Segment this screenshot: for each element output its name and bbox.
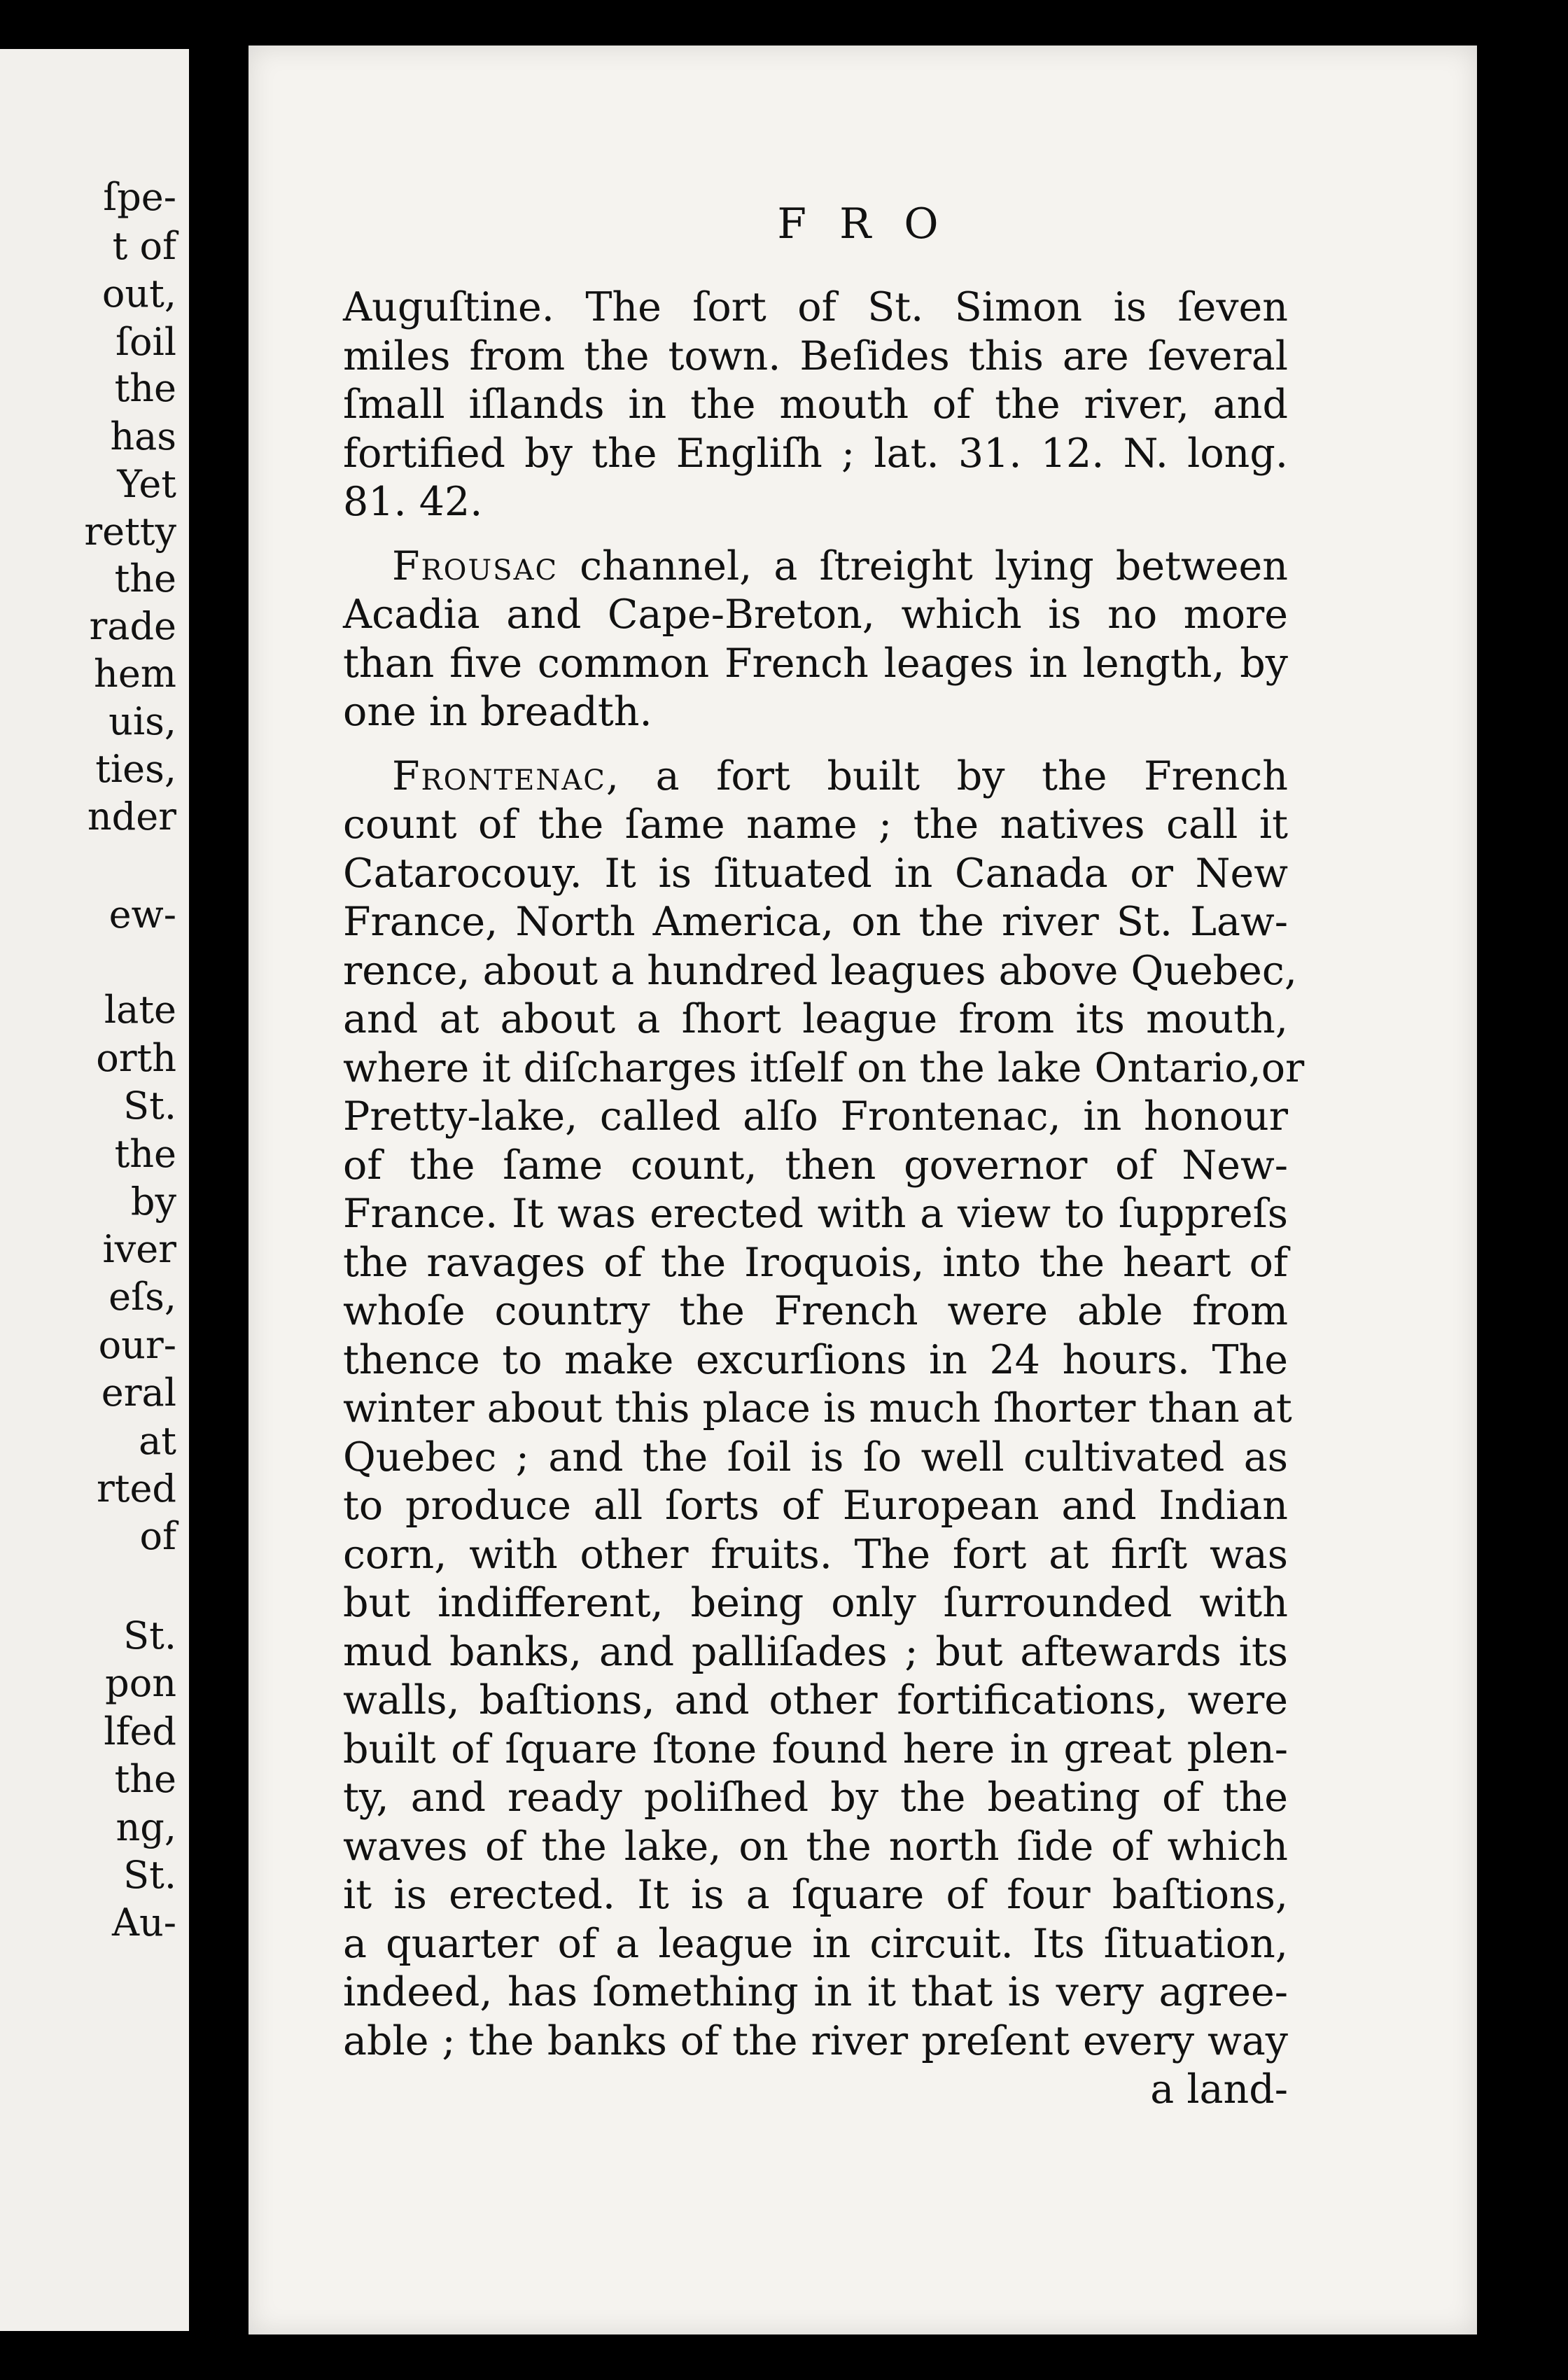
previous-page-fragment: the	[114, 556, 176, 601]
previous-page-fragment: iver	[102, 1227, 176, 1271]
page-text	[343, 284, 1305, 2115]
text-line: corn, with other fruits. The fort at firſt was	[343, 1531, 1288, 1578]
running-head: F R O	[777, 200, 948, 248]
previous-page-edge	[0, 49, 189, 2331]
book-page	[248, 46, 1477, 2334]
previous-page-fragment: ng,	[115, 1805, 176, 1849]
previous-page-fragment: ſoil	[115, 320, 176, 364]
text-line: but indifferent, being only ſurrounded with	[343, 1580, 1288, 1626]
text-line: built of ſquare ſtone found here in great plen-	[343, 1726, 1288, 1772]
previous-page-fragment: out,	[102, 272, 176, 316]
entry-frontenac	[343, 752, 1305, 2066]
text-line: France. It was erected with a view to ſuppreſs	[343, 1191, 1288, 1237]
previous-page-fragment: has	[110, 414, 176, 458]
previous-page-fragment: eral	[101, 1371, 176, 1415]
previous-page-fragment: nder	[87, 794, 176, 839]
previous-page-fragment: St.	[123, 1084, 176, 1128]
text-line: France, North America, on the river St. Law-	[343, 899, 1288, 945]
previous-page-fragment: at	[139, 1419, 176, 1463]
previous-page-fragment: lfed	[104, 1709, 176, 1754]
text-line: than five common French leages in length, by	[343, 640, 1288, 687]
previous-page-fragment: hem	[94, 652, 176, 696]
text-line: Catarocouy. It is ſituated in Canada or New	[343, 850, 1288, 897]
previous-page-fragment: of	[139, 1514, 176, 1558]
entry-first-line: Frousac channel, a ſtreight lying between	[392, 542, 1288, 589]
text-line: Auguſtine. The ſort of St. Simon is ſeven	[343, 284, 1288, 330]
text-line: winter about this place is much ſhorter than at	[343, 1385, 1292, 1432]
previous-page-fragment: the	[114, 1132, 176, 1176]
previous-page-fragment: pon	[105, 1661, 176, 1705]
previous-page-fragment: Yet	[117, 462, 176, 506]
text-line: 81. 42.	[343, 479, 483, 525]
previous-page-fragment: the	[114, 366, 176, 410]
headword: Frontenac	[392, 752, 606, 799]
text-line: and at about a ſhort league from its mouth,	[343, 996, 1288, 1042]
text-line: one in breadth.	[343, 689, 652, 735]
text-line: walls, baſtions, and other fortifications, were	[343, 1677, 1288, 1723]
previous-page-fragment: ſpe-	[103, 175, 176, 219]
text-line: indeed, has ſomething in it that is very agree-	[343, 1969, 1288, 2015]
previous-page-fragment: St.	[123, 1853, 176, 1897]
previous-page-fragment: the	[114, 1757, 176, 1801]
text-line: a quarter of a league in circuit. Its ſituation,	[343, 1920, 1288, 1967]
previous-page-fragment: uis,	[108, 699, 176, 743]
text-line: able ; the banks of the river preſent every way	[343, 2017, 1288, 2064]
text-line: where it diſcharges itſelf on the lake Ontario,or	[343, 1044, 1305, 1091]
previous-page-fragment: orth	[96, 1036, 176, 1080]
entry-first-line: Frontenac, a fort built by the French	[392, 752, 1288, 799]
previous-page-fragment: ties,	[95, 747, 176, 791]
entry-continuation	[343, 284, 1288, 527]
headword: Frousac	[392, 542, 559, 589]
text-line: mud banks, and palliſades ; but aftewards its	[343, 1628, 1288, 1675]
text-line: rence, about a hundred leagues above Quebec,	[343, 947, 1297, 994]
text-line: Acadia and Cape-Breton, which is no more	[343, 592, 1288, 638]
entry-frousac	[343, 542, 1288, 737]
previous-page-fragment: by	[130, 1180, 176, 1224]
text-line: ſmall iſlands in the mouth of the river, and	[343, 382, 1288, 428]
text-line: to produce all ſorts of European and Indian	[343, 1483, 1288, 1529]
previous-page-fragment: ew-	[108, 892, 176, 937]
text-line: waves of the lake, on the north ſide of which	[343, 1823, 1288, 1870]
previous-page-fragment: retty	[84, 510, 176, 554]
previous-page-fragment: t of	[112, 224, 176, 268]
previous-page-fragment: St.	[123, 1614, 176, 1658]
catchword: a land-	[1150, 2066, 1288, 2113]
previous-page-fragment: rted	[96, 1466, 176, 1511]
text-line: miles from the town. Beſides this are ſeveral	[343, 332, 1288, 379]
text-line: whoſe country the French were able from	[343, 1288, 1288, 1334]
previous-page-fragment: eſs,	[108, 1275, 176, 1319]
text-line: thence to make excurſions in 24 hours. The	[343, 1336, 1288, 1383]
text-line: of the ſame count, then governor of New-	[343, 1142, 1288, 1189]
text-line: it is erected. It is a ſquare of four baſtions,	[343, 1872, 1288, 1918]
text-line: fortified by the Engliſh ; lat. 31. 12. N. long.	[343, 430, 1288, 477]
text-line: the ravages of the Iroquois, into the heart of	[343, 1239, 1288, 1286]
previous-page-fragment: late	[104, 988, 176, 1032]
text-line: Pretty-lake, called alſo Frontenac, in honour	[343, 1093, 1288, 1140]
text-line: Quebec ; and the ſoil is ſo well cultivated as	[343, 1434, 1288, 1480]
previous-page-fragment: our-	[98, 1323, 176, 1367]
previous-page-fragment: Au-	[111, 1900, 176, 1945]
text-line: ty, and ready poliſhed by the beating of the	[343, 1774, 1288, 1821]
previous-page-fragment: rade	[89, 604, 176, 648]
text-line: count of the ſame name ; the natives call it	[343, 802, 1288, 848]
